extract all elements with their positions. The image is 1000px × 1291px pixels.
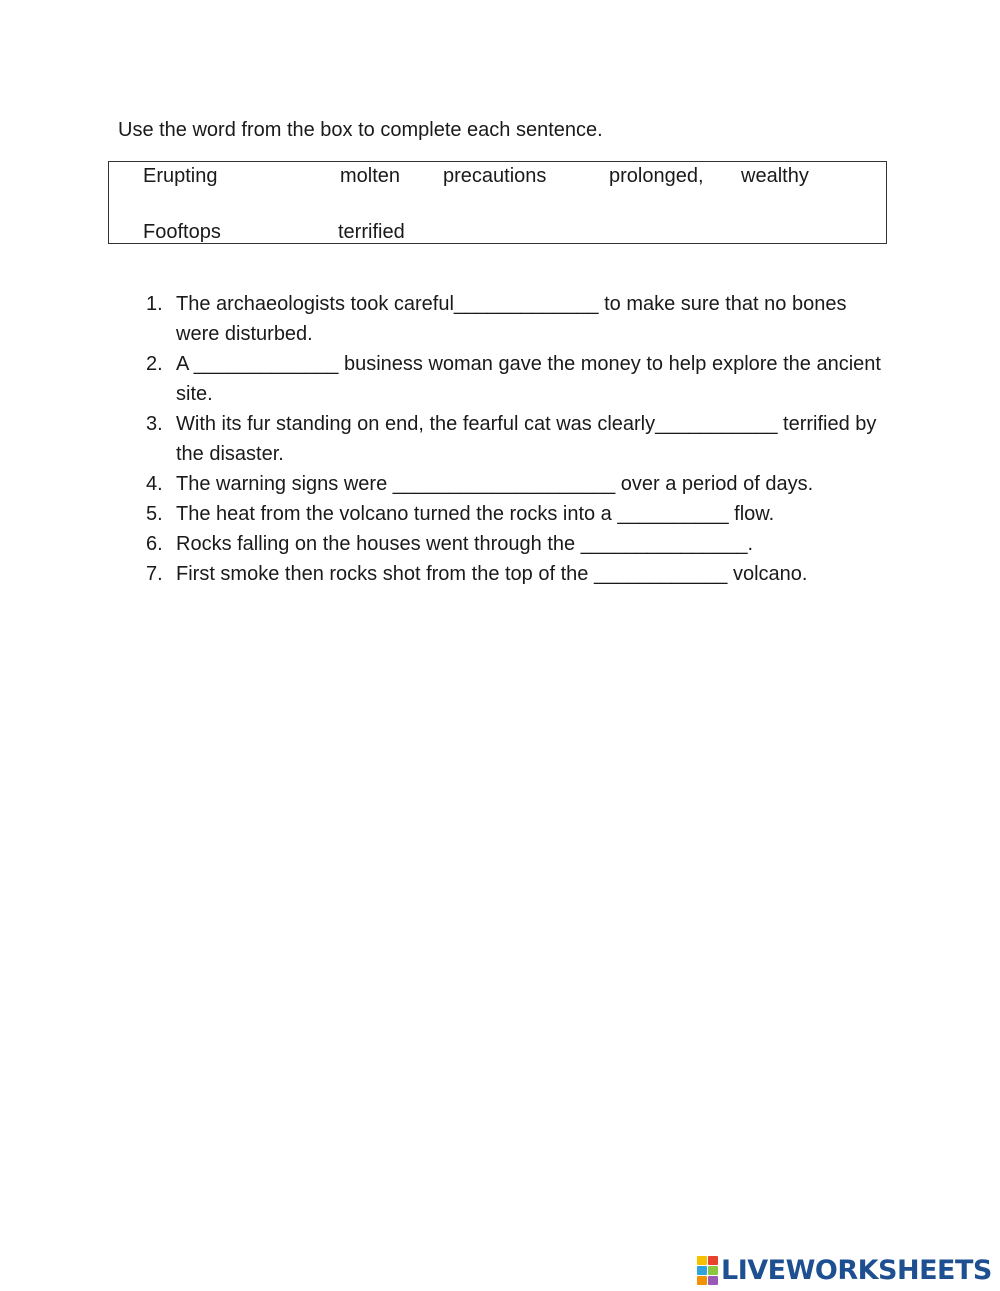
word-erupting: Erupting	[143, 165, 218, 187]
question-text: Rocks falling on the houses went through the _______________.	[176, 533, 754, 555]
question-text: With its fur standing on end, the fearful cat was clearly___________ terrified by the disaster.	[176, 413, 877, 465]
question-number: 1.	[146, 293, 163, 315]
logo-block	[697, 1256, 707, 1265]
question-item	[146, 409, 886, 469]
question-number: 7.	[146, 563, 163, 585]
word-box	[108, 161, 887, 244]
word-prolonged: prolonged,	[609, 165, 704, 187]
question-text: The archaeologists took careful_____________ to make sure that no bones were disturbed.	[176, 293, 847, 345]
question-item	[146, 529, 886, 559]
logo-block	[697, 1276, 707, 1285]
question-number: 5.	[146, 503, 163, 525]
question-text: The heat from the volcano turned the rocks into a __________ flow.	[176, 503, 775, 525]
logo-block	[708, 1276, 718, 1285]
question-number: 6.	[146, 533, 163, 555]
word-fooftops: Fooftops	[143, 221, 221, 243]
instruction-text: Use the word from the box to complete each sentence.	[118, 119, 603, 141]
word-terrified: terrified	[338, 221, 405, 243]
logo-text: LIVEWORKSHEETS	[721, 1255, 992, 1286]
question-item	[146, 349, 886, 409]
word-precautions: precautions	[443, 165, 547, 187]
question-number: 2.	[146, 353, 163, 375]
word-molten: molten	[340, 165, 401, 187]
question-item	[146, 499, 886, 529]
question-number: 3.	[146, 413, 163, 435]
question-number: 4.	[146, 473, 163, 495]
question-text: The warning signs were ____________________ over a period of days.	[176, 473, 814, 495]
logo-blocks-icon	[697, 1256, 718, 1285]
logo-block	[708, 1256, 718, 1265]
question-list	[146, 289, 886, 589]
word-wealthy: wealthy	[741, 165, 809, 187]
logo-block	[708, 1266, 718, 1275]
logo-block	[697, 1266, 707, 1275]
question-item	[146, 289, 886, 349]
liveworksheets-logo[interactable]	[697, 1255, 992, 1286]
question-text: First smoke then rocks shot from the top of the ____________ volcano.	[176, 563, 808, 585]
question-text: A _____________ business woman gave the money to help explore the ancient site.	[176, 353, 881, 405]
question-item	[146, 559, 886, 589]
question-item	[146, 469, 886, 499]
